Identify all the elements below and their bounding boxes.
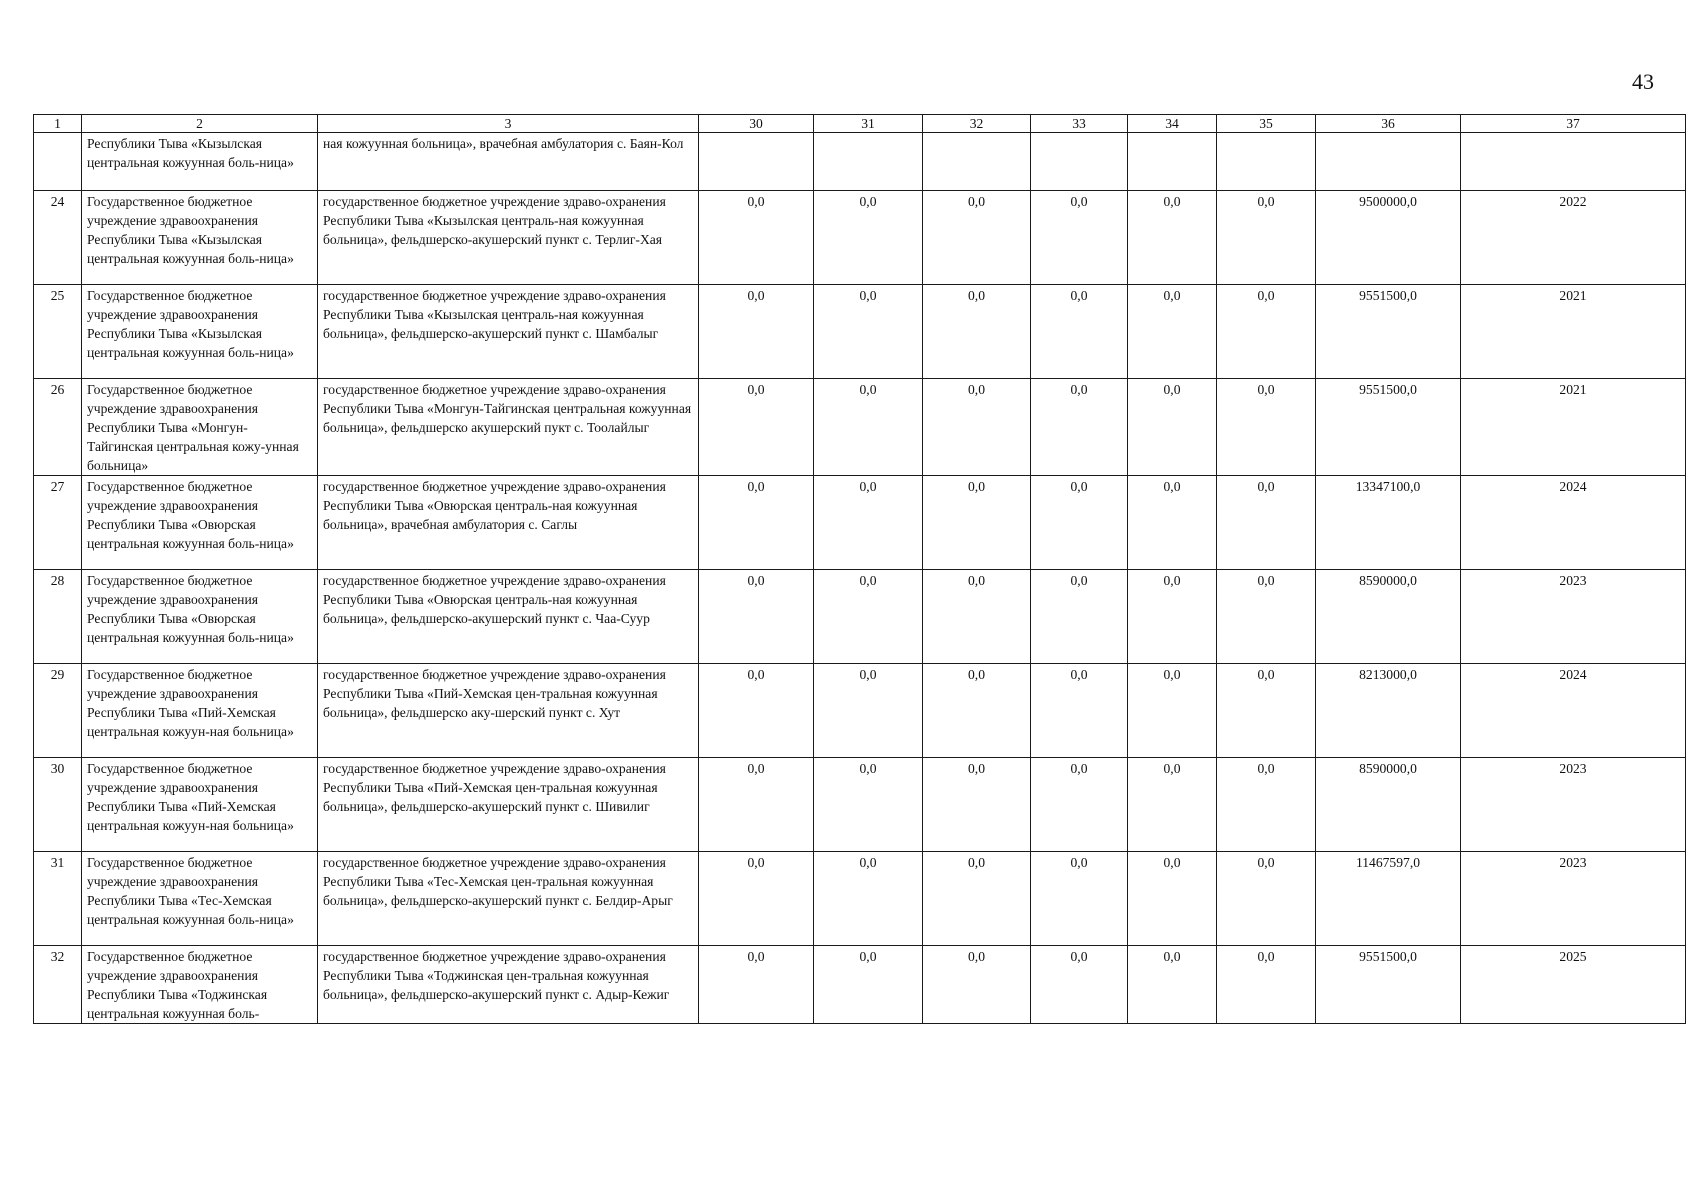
- value-cell: 0,0: [923, 476, 1031, 570]
- value-cell: [699, 133, 814, 191]
- column-header: 3: [318, 115, 699, 133]
- column-header: 35: [1217, 115, 1316, 133]
- amount-cell: 8590000,0: [1316, 758, 1461, 852]
- value-cell: 0,0: [699, 946, 814, 1024]
- year-cell: 2021: [1461, 379, 1686, 476]
- year-cell: 2025: [1461, 946, 1686, 1024]
- row-number-cell: 31: [34, 852, 82, 946]
- value-cell: 0,0: [1217, 379, 1316, 476]
- value-cell: 0,0: [699, 758, 814, 852]
- facility-cell: государственное бюджетное учреждение здраво-охранения Республики Тыва «Пий-Хемская цен-тральная кожуунная больница», фельдшерско-акушерский пункт с. Шивилиг: [318, 758, 699, 852]
- organization-cell: Республики Тыва «Кызылская центральная кожуунная боль-ница»: [82, 133, 318, 191]
- column-header: 36: [1316, 115, 1461, 133]
- year-cell: 2022: [1461, 191, 1686, 285]
- organization-cell: Государственное бюджетное учреждение здравоохранения Республики Тыва «Овюрская центральная кожуунная боль-ница»: [82, 476, 318, 570]
- value-cell: 0,0: [1217, 852, 1316, 946]
- value-cell: 0,0: [1031, 570, 1128, 664]
- page-number: 43: [1632, 69, 1654, 94]
- value-cell: 0,0: [814, 476, 923, 570]
- value-cell: 0,0: [699, 379, 814, 476]
- row-number-cell: 24: [34, 191, 82, 285]
- table-row: [34, 476, 1686, 570]
- organization-cell: Государственное бюджетное учреждение здравоохранения Республики Тыва «Тоджинская центральная кожуунная боль-: [82, 946, 318, 1024]
- year-cell: 2023: [1461, 570, 1686, 664]
- year-cell: 2024: [1461, 476, 1686, 570]
- value-cell: 0,0: [923, 379, 1031, 476]
- row-number-cell: 26: [34, 379, 82, 476]
- facility-cell: государственное бюджетное учреждение здраво-охранения Республики Тыва «Монгун-Тайгинская центральная кожуунная больница», фельдшерско акушерский пукт с. Тоолайлыг: [318, 379, 699, 476]
- value-cell: 0,0: [1031, 664, 1128, 758]
- value-cell: 0,0: [814, 191, 923, 285]
- column-header: 1: [34, 115, 82, 133]
- table-row: [34, 191, 1686, 285]
- value-cell: 0,0: [1217, 191, 1316, 285]
- value-cell: 0,0: [699, 570, 814, 664]
- facility-cell: государственное бюджетное учреждение здраво-охранения Республики Тыва «Тоджинская цен-тральная кожуунная больница», фельдшерско-акушерский пункт с. Адыр-Кежиг: [318, 946, 699, 1024]
- value-cell: 0,0: [814, 570, 923, 664]
- value-cell: 0,0: [923, 664, 1031, 758]
- table-row: [34, 946, 1686, 1024]
- row-number-cell: 30: [34, 758, 82, 852]
- value-cell: 0,0: [814, 285, 923, 379]
- row-number-cell: 32: [34, 946, 82, 1024]
- value-cell: 0,0: [923, 758, 1031, 852]
- value-cell: [1128, 133, 1217, 191]
- value-cell: 0,0: [699, 476, 814, 570]
- value-cell: [923, 133, 1031, 191]
- amount-cell: 8213000,0: [1316, 664, 1461, 758]
- value-cell: 0,0: [814, 852, 923, 946]
- facility-cell: государственное бюджетное учреждение здраво-охранения Республики Тыва «Овюрская централь-ная кожуунная больница», фельдшерско-акушерский пункт с. Чаа-Суур: [318, 570, 699, 664]
- column-header: 30: [699, 115, 814, 133]
- facility-cell: ная кожуунная больница», врачебная амбулатория с. Баян-Кол: [318, 133, 699, 191]
- table-row: [34, 852, 1686, 946]
- table-row: [34, 758, 1686, 852]
- column-header: 32: [923, 115, 1031, 133]
- value-cell: [1316, 133, 1461, 191]
- amount-cell: 9551500,0: [1316, 285, 1461, 379]
- value-cell: 0,0: [1128, 191, 1217, 285]
- value-cell: 0,0: [1128, 476, 1217, 570]
- organization-cell: Государственное бюджетное учреждение здравоохранения Республики Тыва «Пий-Хемская центральная кожуун-ная больница»: [82, 758, 318, 852]
- facility-cell: государственное бюджетное учреждение здраво-охранения Республики Тыва «Кызылская централь-ная кожуунная больница», фельдшерско-акушерский пункт с. Терлиг-Хая: [318, 191, 699, 285]
- year-cell: 2023: [1461, 852, 1686, 946]
- row-number-cell: 28: [34, 570, 82, 664]
- value-cell: 0,0: [923, 191, 1031, 285]
- row-number-cell: 25: [34, 285, 82, 379]
- table-row: [34, 664, 1686, 758]
- row-number-cell: 29: [34, 664, 82, 758]
- value-cell: [1217, 133, 1316, 191]
- year-cell: [1461, 133, 1686, 191]
- value-cell: 0,0: [1031, 191, 1128, 285]
- value-cell: 0,0: [1217, 570, 1316, 664]
- facility-cell: государственное бюджетное учреждение здраво-охранения Республики Тыва «Тес-Хемская цен-тральная кожуунная больница», фельдшерско-акушерский пункт с. Белдир-Арыг: [318, 852, 699, 946]
- table-row: [34, 379, 1686, 476]
- value-cell: 0,0: [923, 570, 1031, 664]
- row-number-cell: 27: [34, 476, 82, 570]
- data-table: [33, 114, 1686, 1024]
- value-cell: 0,0: [1031, 758, 1128, 852]
- row-number-cell: [34, 133, 82, 191]
- value-cell: 0,0: [1217, 285, 1316, 379]
- value-cell: [814, 133, 923, 191]
- value-cell: 0,0: [1128, 379, 1217, 476]
- value-cell: 0,0: [1128, 285, 1217, 379]
- facility-cell: государственное бюджетное учреждение здраво-охранения Республики Тыва «Кызылская централь-ная кожуунная больница», фельдшерско-акушерский пункт с. Шамбалыг: [318, 285, 699, 379]
- amount-cell: 9551500,0: [1316, 946, 1461, 1024]
- organization-cell: Государственное бюджетное учреждение здравоохранения Республики Тыва «Монгун-Тайгинская центральная кожу-унная больница»: [82, 379, 318, 476]
- value-cell: 0,0: [923, 852, 1031, 946]
- value-cell: 0,0: [1031, 946, 1128, 1024]
- value-cell: 0,0: [814, 946, 923, 1024]
- organization-cell: Государственное бюджетное учреждение здравоохранения Республики Тыва «Кызылская центральная кожуунная боль-ница»: [82, 191, 318, 285]
- value-cell: [1031, 133, 1128, 191]
- value-cell: 0,0: [1031, 476, 1128, 570]
- value-cell: 0,0: [699, 285, 814, 379]
- value-cell: 0,0: [1217, 758, 1316, 852]
- organization-cell: Государственное бюджетное учреждение здравоохранения Республики Тыва «Тес-Хемская центральная кожуунная боль-ница»: [82, 852, 318, 946]
- table-row: [34, 285, 1686, 379]
- value-cell: 0,0: [699, 852, 814, 946]
- value-cell: 0,0: [699, 664, 814, 758]
- column-header: 33: [1031, 115, 1128, 133]
- value-cell: 0,0: [814, 664, 923, 758]
- value-cell: 0,0: [1217, 946, 1316, 1024]
- continuation-row: [34, 133, 1686, 191]
- table-row: [34, 570, 1686, 664]
- value-cell: 0,0: [1031, 379, 1128, 476]
- column-header: 2: [82, 115, 318, 133]
- value-cell: 0,0: [814, 758, 923, 852]
- organization-cell: Государственное бюджетное учреждение здравоохранения Республики Тыва «Пий-Хемская центральная кожуун-ная больница»: [82, 664, 318, 758]
- column-header: 31: [814, 115, 923, 133]
- amount-cell: 9500000,0: [1316, 191, 1461, 285]
- value-cell: 0,0: [1128, 852, 1217, 946]
- value-cell: 0,0: [1128, 946, 1217, 1024]
- value-cell: 0,0: [814, 379, 923, 476]
- column-header: 34: [1128, 115, 1217, 133]
- year-cell: 2021: [1461, 285, 1686, 379]
- value-cell: 0,0: [1217, 664, 1316, 758]
- amount-cell: 13347100,0: [1316, 476, 1461, 570]
- value-cell: 0,0: [923, 946, 1031, 1024]
- value-cell: 0,0: [1128, 758, 1217, 852]
- facility-cell: государственное бюджетное учреждение здраво-охранения Республики Тыва «Пий-Хемская цен-тральная кожуунная больница», фельдшерско аку-шерский пункт с. Хут: [318, 664, 699, 758]
- amount-cell: 9551500,0: [1316, 379, 1461, 476]
- value-cell: 0,0: [1128, 570, 1217, 664]
- amount-cell: 8590000,0: [1316, 570, 1461, 664]
- value-cell: 0,0: [1128, 664, 1217, 758]
- value-cell: 0,0: [1217, 476, 1316, 570]
- organization-cell: Государственное бюджетное учреждение здравоохранения Республики Тыва «Кызылская центральная кожуунная боль-ница»: [82, 285, 318, 379]
- value-cell: 0,0: [923, 285, 1031, 379]
- column-header: 37: [1461, 115, 1686, 133]
- organization-cell: Государственное бюджетное учреждение здравоохранения Республики Тыва «Овюрская центральная кожуунная боль-ница»: [82, 570, 318, 664]
- header-row: [34, 115, 1686, 133]
- facility-cell: государственное бюджетное учреждение здраво-охранения Республики Тыва «Овюрская централь-ная кожуунная больница», врачебная амбулатория с. Саглы: [318, 476, 699, 570]
- amount-cell: 11467597,0: [1316, 852, 1461, 946]
- year-cell: 2023: [1461, 758, 1686, 852]
- year-cell: 2024: [1461, 664, 1686, 758]
- value-cell: 0,0: [699, 191, 814, 285]
- value-cell: 0,0: [1031, 852, 1128, 946]
- value-cell: 0,0: [1031, 285, 1128, 379]
